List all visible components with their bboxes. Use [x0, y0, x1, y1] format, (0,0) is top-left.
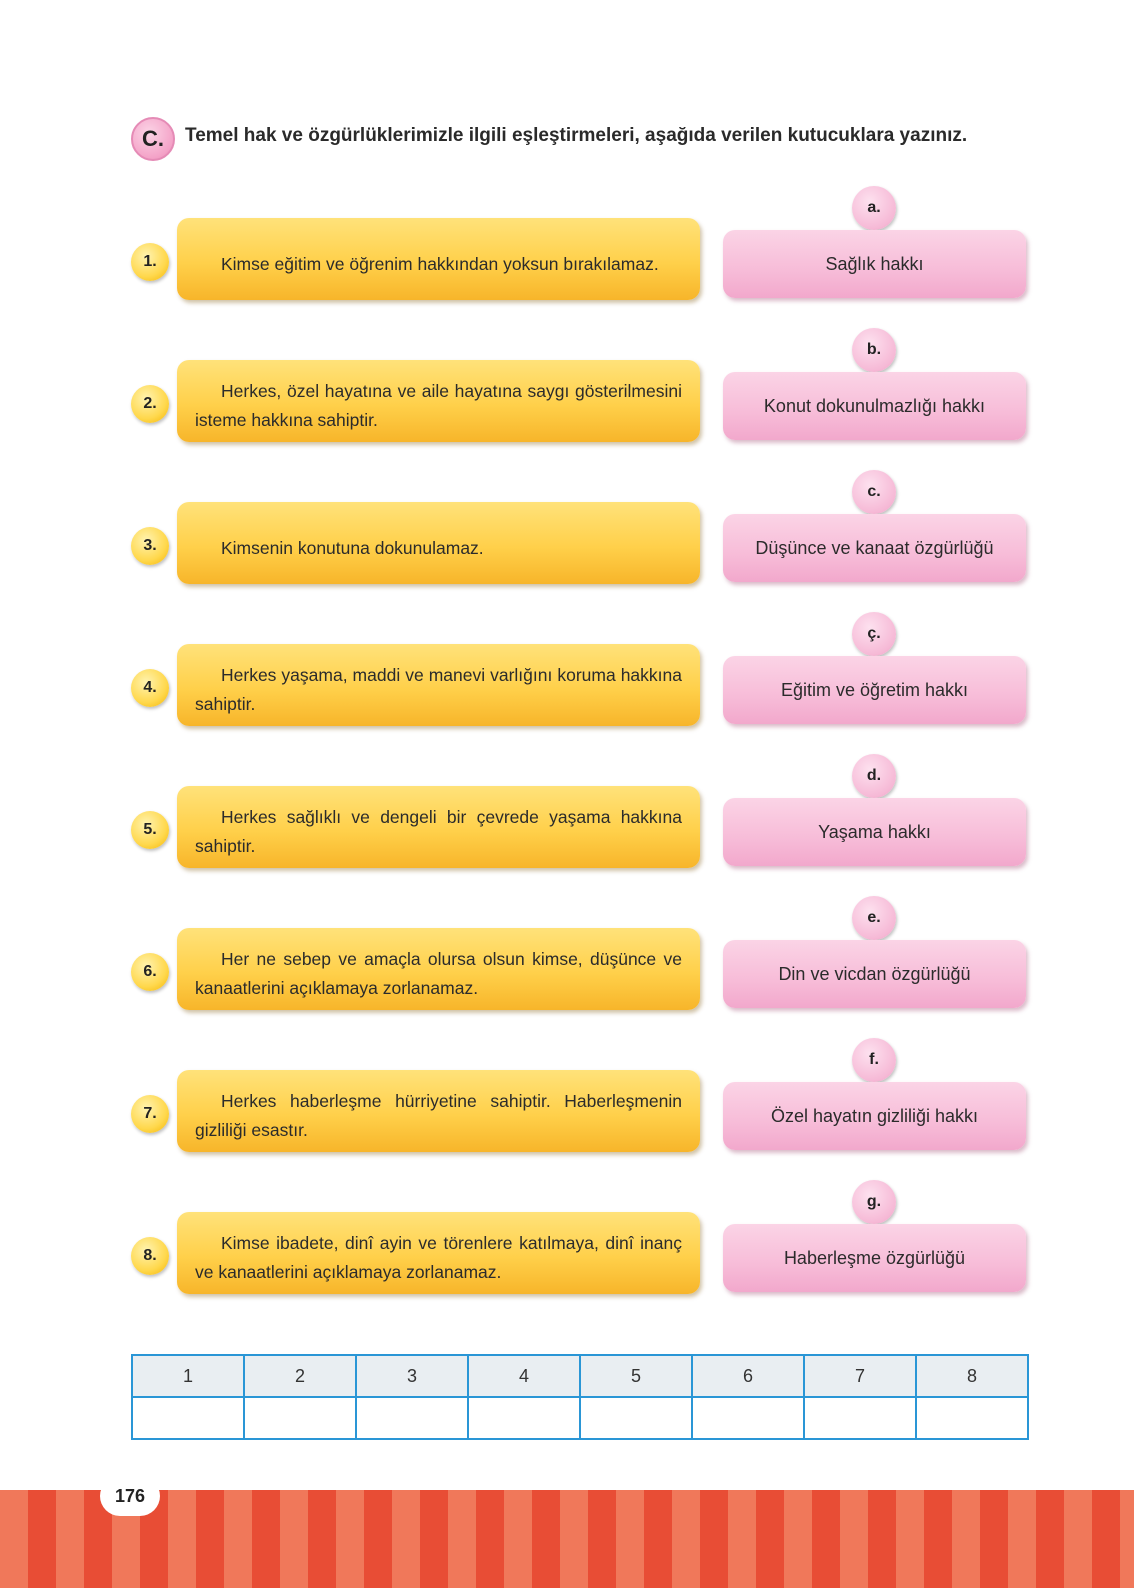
- answer-input-cell[interactable]: [356, 1397, 468, 1439]
- answer-header-cell: 6: [692, 1355, 804, 1397]
- answer-header-cell: 8: [916, 1355, 1028, 1397]
- matching-row: [0, 1180, 1134, 1320]
- right-letter-badge: f.: [852, 1038, 896, 1082]
- answer-input-cell[interactable]: [916, 1397, 1028, 1439]
- right-letter-badge: b.: [852, 328, 896, 372]
- answer-table-header-row: [132, 1355, 1028, 1397]
- right-option-box: Konut dokunulmazlığı hakkı: [723, 372, 1026, 440]
- statement-text: Herkes, özel hayatına ve aile hayatına saygı gösterilmesini isteme hakkına sahiptir.: [195, 381, 682, 430]
- statement-box: [177, 786, 700, 868]
- statement-number-badge: 3.: [131, 527, 169, 565]
- statement-number-badge: 6.: [131, 953, 169, 991]
- statement-box: [177, 1212, 700, 1294]
- matching-row: [0, 612, 1134, 752]
- statement-number-badge: 8.: [131, 1237, 169, 1275]
- statement-box: [177, 360, 700, 442]
- statement-number-badge: 2.: [131, 385, 169, 423]
- statement-text: Kimse ibadete, dinî ayin ve törenlere katılmaya, dinî inanç ve kanaatlerini açıklamaya zorlanamaz.: [195, 1233, 682, 1282]
- right-option-box: Haberleşme özgürlüğü: [723, 1224, 1026, 1292]
- statement-number-badge: 4.: [131, 669, 169, 707]
- right-letter-badge: ç.: [852, 612, 896, 656]
- answer-input-cell[interactable]: [580, 1397, 692, 1439]
- answer-input-cell[interactable]: [244, 1397, 356, 1439]
- answer-header-cell: 5: [580, 1355, 692, 1397]
- matching-row: [0, 754, 1134, 894]
- matching-row: [0, 470, 1134, 610]
- statement-number-badge: 1.: [131, 243, 169, 281]
- answer-header-cell: 3: [356, 1355, 468, 1397]
- right-letter-badge: a.: [852, 186, 896, 230]
- page-number: 176: [100, 1476, 160, 1516]
- right-letter-badge: d.: [852, 754, 896, 798]
- answer-header-cell: 7: [804, 1355, 916, 1397]
- matching-row: [0, 1038, 1134, 1178]
- answer-table-input-row: [132, 1397, 1028, 1439]
- footer-stripes: [0, 1490, 1134, 1588]
- statement-text: Herkes haberleşme hürriyetine sahiptir. Haberleşmenin gizliliği esastır.: [195, 1091, 682, 1140]
- answer-input-cell[interactable]: [132, 1397, 244, 1439]
- statement-box: [177, 218, 700, 300]
- matching-row: [0, 186, 1134, 326]
- right-letter-badge: c.: [852, 470, 896, 514]
- statement-text: Kimsenin konutuna dokunulamaz.: [221, 537, 484, 558]
- statement-box: [177, 1070, 700, 1152]
- matching-row: [0, 328, 1134, 468]
- right-letter-badge: g.: [852, 1180, 896, 1224]
- right-option-box: Düşünce ve kanaat özgürlüğü: [723, 514, 1026, 582]
- answer-input-cell[interactable]: [804, 1397, 916, 1439]
- right-option-box: Sağlık hakkı: [723, 230, 1026, 298]
- answer-input-cell[interactable]: [468, 1397, 580, 1439]
- answer-input-cell[interactable]: [692, 1397, 804, 1439]
- statement-text: Herkes sağlıklı ve dengeli bir çevrede yaşama hakkına sahiptir.: [195, 807, 682, 856]
- statement-number-badge: 5.: [131, 811, 169, 849]
- answer-header-cell: 4: [468, 1355, 580, 1397]
- right-option-box: Eğitim ve öğretim hakkı: [723, 656, 1026, 724]
- instruction-text: Temel hak ve özgürlüklerimizle ilgili eşleştirmeleri, aşağıda verilen kutucuklara yazınız.: [185, 125, 968, 146]
- statement-text: Kimse eğitim ve öğrenim hakkından yoksun bırakılamaz.: [221, 253, 659, 274]
- statement-box: [177, 928, 700, 1010]
- right-option-box: Özel hayatın gizliliği hakkı: [723, 1082, 1026, 1150]
- section-letter-badge: C.: [131, 117, 175, 161]
- answer-header-cell: 2: [244, 1355, 356, 1397]
- answer-table: [131, 1354, 1029, 1440]
- right-letter-badge: e.: [852, 896, 896, 940]
- statement-text: Her ne sebep ve amaçla olursa olsun kimse, düşünce ve kanaatlerini açıklamaya zorlanamaz.: [195, 949, 682, 998]
- answer-header-cell: 1: [132, 1355, 244, 1397]
- right-option-box: Yaşama hakkı: [723, 798, 1026, 866]
- statement-number-badge: 7.: [131, 1095, 169, 1133]
- statement-box: [177, 644, 700, 726]
- statement-text: Herkes yaşama, maddi ve manevi varlığını koruma hakkına sahiptir.: [195, 665, 682, 714]
- statement-box: [177, 502, 700, 584]
- matching-row: [0, 896, 1134, 1036]
- right-option-box: Din ve vicdan özgürlüğü: [723, 940, 1026, 1008]
